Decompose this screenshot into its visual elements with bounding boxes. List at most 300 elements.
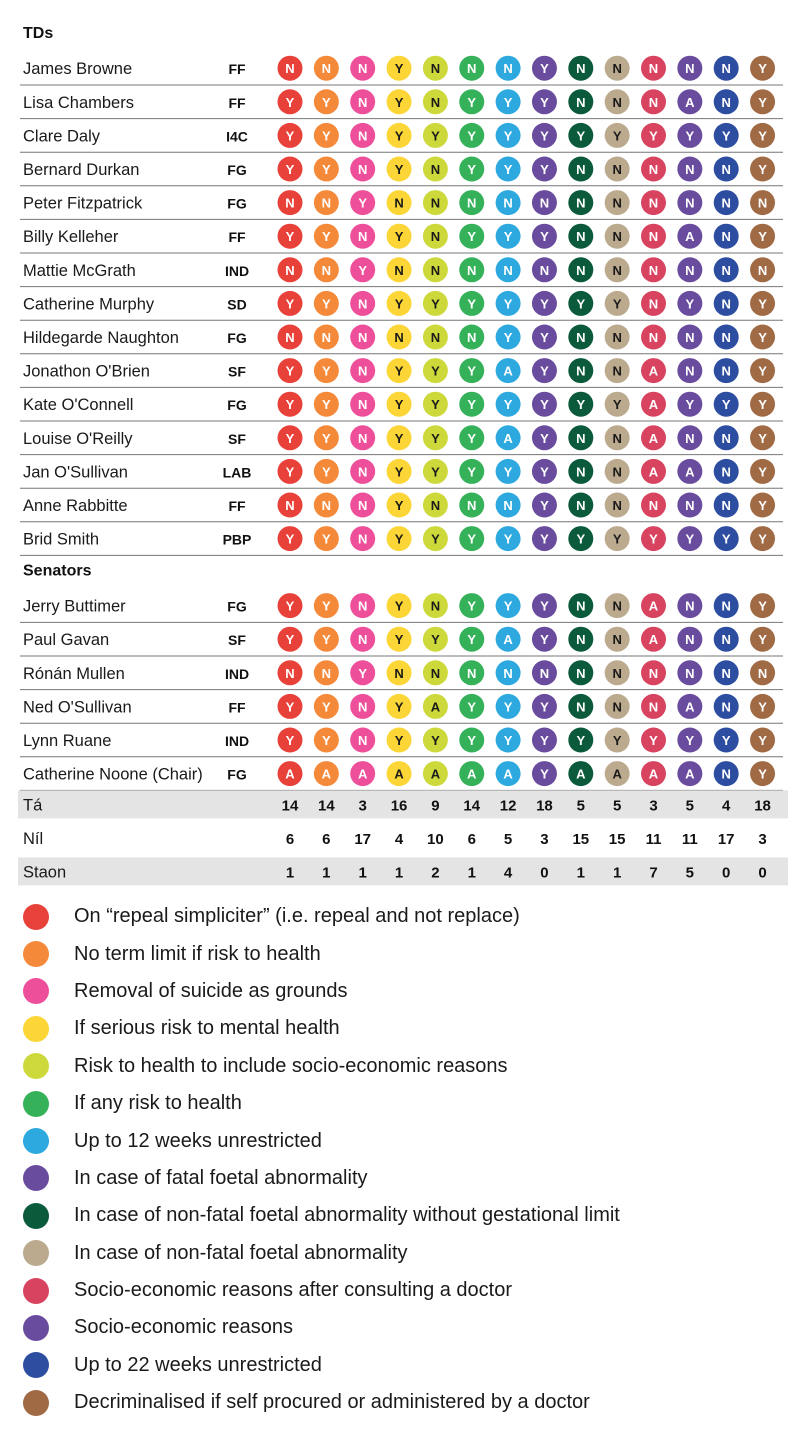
vote-label: Y (758, 430, 767, 446)
vote-label: N (685, 363, 695, 379)
totals-label: Staon (23, 863, 67, 882)
vote-label: A (648, 632, 659, 648)
member-party: SD (227, 296, 247, 313)
vote-label: N (467, 498, 477, 513)
vote-label: A (648, 766, 659, 782)
vote-label: N (648, 61, 659, 77)
vote-label: Y (322, 632, 331, 648)
vote-label: N (358, 162, 368, 177)
legend-swatch (23, 1091, 49, 1117)
legend-label: On “repeal simpliciter” (i.e. repeal and not replace) (74, 905, 520, 928)
vote-label: Y (322, 296, 331, 312)
vote-label: Y (685, 531, 695, 547)
legend-swatch (23, 1352, 49, 1378)
vote-label: N (358, 733, 368, 748)
vote-label: A (394, 766, 404, 782)
vote-label: Y (431, 733, 440, 748)
vote-label: Y (758, 363, 767, 379)
legend-label: Decriminalised if self procured or administered by a doctor (74, 1391, 590, 1414)
vote-label: A (430, 699, 441, 715)
member-name: Rónán Mullen (23, 664, 125, 683)
vote-label: N (285, 665, 295, 681)
member-name: Jerry Buttimer (23, 597, 126, 616)
vote-label: N (358, 699, 368, 715)
vote-label: Y (649, 733, 658, 748)
vote-label: Y (322, 94, 331, 110)
member-party: FF (228, 699, 246, 716)
legend-item (0, 1048, 800, 1085)
member-party: LAB (222, 464, 252, 481)
vote-label: N (539, 665, 550, 681)
vote-label: Y (285, 128, 295, 144)
vote-label: N (503, 262, 513, 278)
vote-label: Y (540, 229, 549, 245)
member-party: FG (227, 766, 247, 783)
member-party: FF (228, 94, 246, 111)
vote-label: N (648, 330, 659, 345)
vote-label: N (576, 632, 586, 648)
vote-label: N (576, 665, 586, 681)
vote-label: N (285, 498, 295, 513)
vote-label: N (467, 61, 477, 77)
totals-value: 3 (358, 797, 367, 815)
vote-label: Y (758, 296, 767, 312)
totals-value: 0 (758, 864, 767, 882)
vote-label: Y (758, 699, 767, 715)
member-party: I4C (226, 128, 248, 145)
vote-label: Y (394, 430, 404, 446)
totals-value: 1 (285, 864, 295, 882)
legend-item (0, 1235, 800, 1272)
totals-value: 17 (717, 830, 735, 848)
vote-label: N (576, 430, 586, 446)
vote-label: N (539, 195, 550, 211)
legend-item (0, 935, 800, 972)
vote-label: Y (612, 296, 622, 312)
totals-value: 5 (576, 797, 585, 815)
member-party: IND (224, 262, 250, 279)
vote-label: N (321, 195, 332, 211)
vote-label: A (503, 766, 513, 782)
vote-label: Y (285, 598, 295, 614)
vote-label: Y (540, 330, 549, 345)
member-name: Peter Fitzpatrick (23, 194, 143, 213)
vote-label: Y (394, 699, 404, 715)
vote-label: N (648, 665, 659, 681)
vote-label: A (321, 766, 332, 782)
vote-label: Y (758, 397, 767, 413)
vote-label: N (576, 363, 586, 379)
vote-label: Y (540, 363, 549, 379)
vote-label: N (576, 464, 586, 480)
vote-label: N (721, 632, 731, 648)
vote-label: Y (503, 128, 513, 144)
vote-label: Y (431, 296, 440, 312)
vote-label: Y (540, 733, 549, 748)
vote-label: A (503, 363, 513, 379)
vote-label: Y (285, 162, 295, 177)
vote-label: N (648, 162, 659, 177)
vote-label: N (612, 632, 622, 648)
member-name: Lisa Chambers (23, 93, 134, 112)
vote-label: Y (358, 665, 368, 681)
vote-label: Y (503, 531, 513, 547)
vote-label: Y (503, 330, 513, 345)
vote-label: Y (685, 128, 695, 144)
vote-label: Y (322, 699, 331, 715)
vote-label: N (430, 94, 441, 110)
totals-value: 14 (281, 797, 299, 815)
vote-label: Y (576, 733, 586, 748)
legend-swatch (23, 904, 49, 930)
legend-item (0, 1122, 800, 1159)
vote-label: Y (540, 162, 549, 177)
vote-label: N (358, 330, 368, 345)
vote-label: Y (467, 363, 477, 379)
vote-label: Y (758, 128, 767, 144)
member-party: IND (224, 665, 250, 682)
vote-label: Y (322, 363, 331, 379)
vote-label: N (757, 195, 768, 211)
vote-label: N (685, 61, 695, 77)
vote-label: Y (721, 733, 731, 748)
vote-label: N (721, 61, 731, 77)
vote-label: N (612, 498, 622, 513)
vote-label: A (358, 766, 368, 782)
vote-label: N (358, 498, 368, 513)
member-party: FG (227, 195, 247, 212)
vote-label: N (394, 195, 404, 211)
vote-label: Y (540, 531, 549, 547)
vote-label: N (503, 195, 513, 211)
vote-label: Y (431, 464, 440, 480)
legend-swatch (23, 1315, 49, 1341)
vote-label: Y (685, 733, 695, 748)
vote-label: N (612, 363, 622, 379)
vote-label: N (503, 665, 513, 681)
vote-label: A (685, 229, 695, 245)
vote-label: N (721, 498, 731, 513)
vote-label: N (358, 94, 368, 110)
totals-value: 1 (576, 864, 585, 882)
legend-item (0, 1384, 800, 1421)
vote-label: Y (285, 531, 295, 547)
member-name: Anne Rabbitte (23, 497, 128, 515)
vote-label: N (358, 464, 368, 480)
vote-label: N (358, 61, 368, 77)
totals-value: 1 (467, 864, 476, 882)
vote-label: Y (467, 162, 477, 177)
vote-label: Y (649, 128, 658, 144)
legend (0, 898, 800, 1421)
vote-label: N (394, 262, 404, 278)
vote-label: N (321, 330, 332, 345)
member-party: FG (227, 330, 247, 346)
vote-label: N (721, 94, 731, 110)
vote-label: N (648, 296, 659, 312)
vote-label: N (576, 229, 586, 245)
vote-label: Y (394, 464, 404, 480)
vote-label: Y (431, 430, 440, 446)
vote-label: N (430, 195, 441, 211)
vote-label: N (721, 162, 731, 177)
group-heading: Senators (23, 562, 92, 580)
vote-label: Y (394, 229, 404, 245)
vote-label: Y (394, 397, 404, 413)
vote-label: N (321, 262, 332, 278)
legend-label: In case of fatal foetal abnormality (74, 1166, 368, 1189)
totals-value: 1 (612, 864, 622, 882)
totals-label: Tá (23, 796, 43, 815)
vote-label: N (285, 195, 295, 211)
vote-label: N (539, 262, 550, 278)
vote-label: N (467, 262, 477, 278)
vote-label: Y (431, 632, 440, 648)
member-party: SF (228, 363, 246, 380)
vote-label: Y (540, 498, 549, 513)
vote-label: Y (467, 128, 477, 144)
totals-value: 5 (612, 797, 622, 815)
totals-value: 3 (649, 797, 658, 815)
vote-label: Y (431, 397, 440, 413)
vote-label: A (685, 94, 695, 110)
totals-value: 16 (390, 797, 408, 815)
vote-label: N (576, 330, 586, 345)
vote-label: N (467, 195, 477, 211)
vote-label: N (612, 598, 622, 614)
vote-label: Y (322, 397, 331, 413)
vote-label: N (612, 430, 622, 446)
member-name: Catherine Murphy (23, 295, 155, 314)
vote-label: Y (721, 397, 731, 413)
vote-label: Y (758, 94, 767, 110)
vote-label: Y (285, 296, 295, 312)
vote-label: N (721, 363, 731, 379)
vote-label: N (648, 699, 659, 715)
vote-label: Y (758, 531, 767, 547)
vote-label: N (648, 229, 659, 245)
member-name: Billy Kelleher (23, 228, 119, 247)
vote-label: N (721, 195, 731, 211)
totals-value: 10 (427, 830, 444, 848)
vote-label: Y (322, 598, 331, 614)
vote-label: N (576, 94, 586, 110)
legend-label: In case of non-fatal foetal abnormality without gestational limit (74, 1204, 620, 1227)
vote-label: N (430, 665, 441, 681)
vote-label: Y (467, 94, 477, 110)
legend-swatch (23, 1165, 49, 1191)
vote-label: Y (467, 699, 477, 715)
vote-label: N (685, 498, 695, 513)
vote-label: Y (285, 733, 295, 748)
legend-item (0, 1010, 800, 1047)
vote-label: Y (503, 94, 513, 110)
vote-label: N (685, 598, 695, 614)
vote-label: Y (758, 632, 767, 648)
vote-label: Y (322, 531, 331, 547)
vote-label: Y (394, 61, 404, 77)
vote-label: N (721, 229, 731, 245)
vote-label: N (757, 665, 768, 681)
vote-label: Y (576, 397, 586, 413)
vote-label: Y (285, 397, 295, 413)
vote-label: N (576, 61, 586, 77)
member-name: Catherine Noone (Chair) (23, 765, 203, 784)
vote-label: N (612, 330, 622, 345)
vote-label: N (285, 61, 295, 77)
vote-label: N (685, 330, 695, 345)
vote-label: N (721, 296, 731, 312)
vote-label: Y (431, 128, 440, 144)
vote-label: Y (758, 61, 767, 77)
legend-label: Risk to health to include socio-economic reasons (74, 1054, 508, 1077)
vote-label: Y (576, 531, 586, 547)
legend-item (0, 1085, 800, 1122)
totals-value: 12 (499, 797, 517, 815)
group-heading: TDs (23, 25, 54, 42)
vote-label: N (576, 195, 586, 211)
totals-value: 5 (685, 797, 695, 815)
vote-label: N (285, 330, 295, 345)
vote-label: Y (721, 128, 731, 144)
vote-label: N (612, 699, 622, 715)
vote-label: Y (394, 598, 404, 614)
vote-label: Y (394, 632, 404, 648)
vote-label: A (648, 430, 659, 446)
totals-value: 6 (322, 830, 331, 848)
vote-label: N (576, 598, 586, 614)
vote-label: Y (322, 464, 331, 480)
vote-label: Y (758, 598, 767, 614)
vote-label: N (467, 330, 477, 345)
vote-label: Y (576, 296, 586, 312)
vote-label: N (321, 61, 332, 77)
vote-label: A (467, 766, 477, 782)
vote-label: N (685, 262, 695, 278)
legend-item (0, 1309, 800, 1346)
legend-label: Up to 12 weeks unrestricted (74, 1129, 322, 1152)
vote-label: N (321, 665, 332, 681)
member-name: Paul Gavan (23, 631, 110, 650)
legend-swatch (23, 1128, 49, 1154)
totals-value: 14 (318, 797, 335, 815)
vote-label: A (685, 464, 695, 480)
totals-value: 4 (722, 797, 731, 815)
vote-label: N (721, 665, 731, 681)
totals-value: 0 (722, 864, 731, 882)
vote-label: Y (758, 733, 767, 748)
vote-label: Y (322, 430, 331, 446)
vote-label: Y (540, 296, 549, 312)
member-party: FG (227, 598, 247, 615)
legend-item (0, 1160, 800, 1197)
member-party: IND (224, 733, 250, 749)
member-party: SF (228, 632, 246, 649)
vote-label: Y (649, 531, 658, 547)
vote-label: N (648, 262, 659, 278)
totals-value: 11 (681, 830, 698, 848)
totals-value: 6 (285, 830, 295, 848)
vote-label: N (612, 195, 622, 211)
vote-label: A (648, 397, 659, 413)
vote-label: A (430, 766, 441, 782)
member-name: Louise O'Reilly (23, 429, 133, 448)
vote-label: Y (285, 363, 295, 379)
vote-label: N (721, 598, 731, 614)
vote-label: N (503, 61, 513, 77)
vote-label: N (685, 162, 695, 177)
vote-label: N (358, 363, 368, 379)
totals-value: 17 (354, 830, 372, 848)
member-party: FG (227, 162, 247, 178)
vote-label: Y (394, 128, 404, 144)
vote-label: Y (285, 229, 295, 245)
vote-label: A (648, 598, 659, 614)
vote-label: N (430, 229, 441, 245)
legend-swatch (23, 978, 49, 1004)
legend-label: Removal of suicide as grounds (74, 979, 348, 1002)
legend-label: Up to 22 weeks unrestricted (74, 1353, 322, 1376)
vote-label: Y (358, 262, 368, 278)
vote-label: Y (285, 430, 295, 446)
vote-label: Y (503, 296, 513, 312)
vote-label: N (721, 766, 731, 782)
vote-label: N (757, 262, 768, 278)
member-name: Kate O'Connell (23, 396, 134, 415)
vote-label: N (648, 498, 659, 513)
vote-label: Y (540, 430, 549, 446)
vote-label: Y (285, 699, 295, 715)
totals-value: 11 (645, 830, 662, 848)
vote-label: Y (540, 94, 549, 110)
totals-value: 1 (358, 864, 367, 882)
vote-label: N (358, 430, 368, 446)
vote-label: Y (685, 397, 695, 413)
legend-swatch (23, 1016, 49, 1042)
member-party: FG (227, 397, 247, 414)
member-party: FF (228, 61, 246, 78)
vote-label: Y (758, 766, 767, 782)
totals-value: 5 (685, 864, 695, 882)
member-party: PBP (222, 531, 252, 548)
vote-label: Y (758, 498, 767, 513)
totals-value: 1 (322, 864, 331, 882)
legend-item (0, 1272, 800, 1309)
legend-swatch (23, 941, 49, 967)
vote-label: Y (540, 699, 549, 715)
totals-value: 18 (754, 797, 771, 815)
legend-label: If serious risk to mental health (74, 1017, 340, 1040)
member-name: Ned O'Sullivan (23, 698, 132, 717)
vote-label: N (430, 498, 441, 513)
vote-label: N (685, 632, 695, 648)
vote-label: Y (503, 162, 513, 177)
totals-value: 4 (394, 830, 404, 848)
member-name: Bernard Durkan (23, 161, 140, 179)
member-name: Hildegarde Naughton (23, 329, 179, 347)
totals-value: 18 (536, 797, 553, 815)
vote-label: N (358, 397, 368, 413)
vote-label: Y (467, 229, 477, 245)
vote-label: Y (540, 464, 549, 480)
vote-label: Y (467, 632, 477, 648)
vote-label: Y (503, 229, 513, 245)
vote-label: N (612, 464, 622, 480)
legend-swatch (23, 1053, 49, 1079)
vote-label: Y (467, 598, 477, 614)
vote-label: Y (540, 397, 549, 413)
vote-label: Y (540, 61, 549, 77)
